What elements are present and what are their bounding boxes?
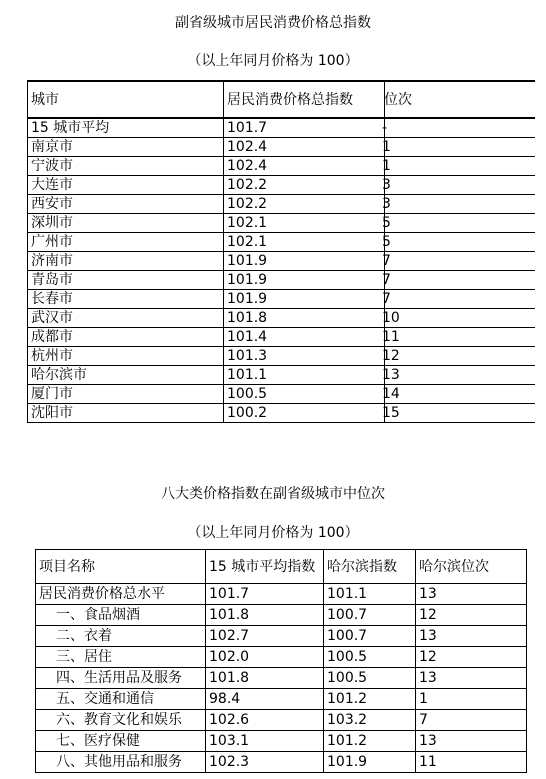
header-index: 居民消费价格总指数 (224, 81, 385, 118)
city-cell: 成都市 (28, 328, 224, 347)
table-row (28, 366, 535, 385)
table2-header-row (36, 550, 527, 584)
avg-cell: 98.4 (206, 689, 324, 710)
rank-cell: 7 (385, 290, 535, 309)
table2-subtitle: （以上年同月价格为 100） (187, 525, 359, 541)
index-cell: 102.2 (224, 195, 385, 214)
header-item: 项目名称 (36, 550, 206, 584)
rank-cell: 14 (385, 385, 535, 404)
rank-cell: 5 (385, 233, 535, 252)
table-row (36, 584, 527, 605)
table-row (36, 731, 527, 752)
city-cell: 南京市 (28, 138, 224, 157)
city-cell: 宁波市 (28, 157, 224, 176)
harbin-rank-cell: 12 (416, 605, 527, 626)
city-cell: 广州市 (28, 233, 224, 252)
table-row (28, 118, 535, 138)
avg-cell: 101.7 (206, 584, 324, 605)
table-row (28, 290, 535, 309)
city-cell: 杭州市 (28, 347, 224, 366)
index-cell: 100.5 (224, 385, 385, 404)
city-cell: 沈阳市 (28, 404, 224, 423)
table-row (28, 157, 535, 176)
table-row (28, 195, 535, 214)
city-cell: 西安市 (28, 195, 224, 214)
rank-cell: 11 (385, 328, 535, 347)
category-rank-table (35, 549, 527, 773)
rank-cell: 10 (385, 309, 535, 328)
table-row (28, 252, 535, 271)
table-row (36, 689, 527, 710)
harbin-cell: 100.5 (324, 647, 416, 668)
harbin-rank-cell: 13 (416, 731, 527, 752)
table-row (28, 138, 535, 157)
city-cell: 大连市 (28, 176, 224, 195)
city-cell: 长春市 (28, 290, 224, 309)
rank-cell: 7 (385, 252, 535, 271)
index-cell: 102.1 (224, 233, 385, 252)
index-cell: 101.7 (224, 118, 385, 138)
city-cell: 青岛市 (28, 271, 224, 290)
avg-cell: 103.1 (206, 731, 324, 752)
city-cell: 武汉市 (28, 309, 224, 328)
table-row (28, 233, 535, 252)
header-rank: 位次 (385, 81, 535, 118)
header-city: 城市 (28, 81, 224, 118)
table-row (36, 668, 527, 689)
avg-cell: 102.3 (206, 752, 324, 773)
rank-cell: 1 (385, 157, 535, 176)
item-cell: 八、其他用品和服务 (36, 752, 206, 773)
avg-cell: 102.6 (206, 710, 324, 731)
rank-cell: 12 (385, 347, 535, 366)
city-cell: 济南市 (28, 252, 224, 271)
city-cell: 厦门市 (28, 385, 224, 404)
header-avg: 15 城市平均指数 (206, 550, 324, 584)
harbin-cell: 101.9 (324, 752, 416, 773)
index-cell: 101.9 (224, 271, 385, 290)
avg-cell: 101.8 (206, 668, 324, 689)
rank-cell: 1 (385, 138, 535, 157)
rank-cell: 3 (385, 195, 535, 214)
table-row (36, 647, 527, 668)
item-cell: 二、衣着 (36, 626, 206, 647)
index-cell: 102.4 (224, 138, 385, 157)
index-cell: 102.2 (224, 176, 385, 195)
rank-cell: 15 (385, 404, 535, 423)
header-harbin: 哈尔滨指数 (324, 550, 416, 584)
harbin-rank-cell: 13 (416, 584, 527, 605)
harbin-rank-cell: 11 (416, 752, 527, 773)
harbin-cell: 100.7 (324, 605, 416, 626)
harbin-cell: 103.2 (324, 710, 416, 731)
index-cell: 100.2 (224, 404, 385, 423)
table2-title: 八大类价格指数在副省级城市中位次 (161, 486, 385, 502)
harbin-cell: 101.2 (324, 731, 416, 752)
harbin-cell: 101.1 (324, 584, 416, 605)
table-row (28, 404, 535, 423)
index-cell: 101.1 (224, 366, 385, 385)
harbin-cell: 100.5 (324, 668, 416, 689)
item-cell: 七、医疗保健 (36, 731, 206, 752)
harbin-rank-cell: 13 (416, 626, 527, 647)
rank-cell: 7 (385, 271, 535, 290)
item-cell: 五、交通和通信 (36, 689, 206, 710)
avg-cell: 102.0 (206, 647, 324, 668)
table-row (28, 214, 535, 233)
table-row (28, 328, 535, 347)
index-cell: 101.4 (224, 328, 385, 347)
harbin-rank-cell: 12 (416, 647, 527, 668)
city-cell: 15 城市平均 (28, 118, 224, 138)
table-row (36, 710, 527, 731)
item-cell: 六、教育文化和娱乐 (36, 710, 206, 731)
table1-subtitle: （以上年同月价格为 100） (187, 53, 359, 69)
avg-cell: 102.7 (206, 626, 324, 647)
index-cell: 101.9 (224, 252, 385, 271)
table-row (36, 605, 527, 626)
city-cpi-table (27, 80, 535, 423)
table-row (36, 626, 527, 647)
table-row (28, 176, 535, 195)
harbin-rank-cell: 13 (416, 668, 527, 689)
item-cell: 居民消费价格总水平 (36, 584, 206, 605)
index-cell: 101.3 (224, 347, 385, 366)
index-cell: 101.8 (224, 309, 385, 328)
rank-cell: 3 (385, 176, 535, 195)
item-cell: 三、居住 (36, 647, 206, 668)
avg-cell: 101.8 (206, 605, 324, 626)
table-row (36, 752, 527, 773)
table1-header-row (28, 81, 535, 118)
header-harbin-rank: 哈尔滨位次 (416, 550, 527, 584)
city-cell: 哈尔滨市 (28, 366, 224, 385)
item-cell: 一、食品烟酒 (36, 605, 206, 626)
harbin-rank-cell: 1 (416, 689, 527, 710)
index-cell: 102.1 (224, 214, 385, 233)
table-row (28, 271, 535, 290)
rank-cell: 5 (385, 214, 535, 233)
table-row (28, 309, 535, 328)
harbin-cell: 100.7 (324, 626, 416, 647)
harbin-rank-cell: 7 (416, 710, 527, 731)
rank-cell: 13 (385, 366, 535, 385)
index-cell: 102.4 (224, 157, 385, 176)
item-cell: 四、生活用品及服务 (36, 668, 206, 689)
table1-title: 副省级城市居民消费价格总指数 (175, 15, 371, 31)
index-cell: 101.9 (224, 290, 385, 309)
table-row (28, 385, 535, 404)
harbin-cell: 101.2 (324, 689, 416, 710)
city-cell: 深圳市 (28, 214, 224, 233)
table-row (28, 347, 535, 366)
rank-cell: - (385, 118, 535, 138)
